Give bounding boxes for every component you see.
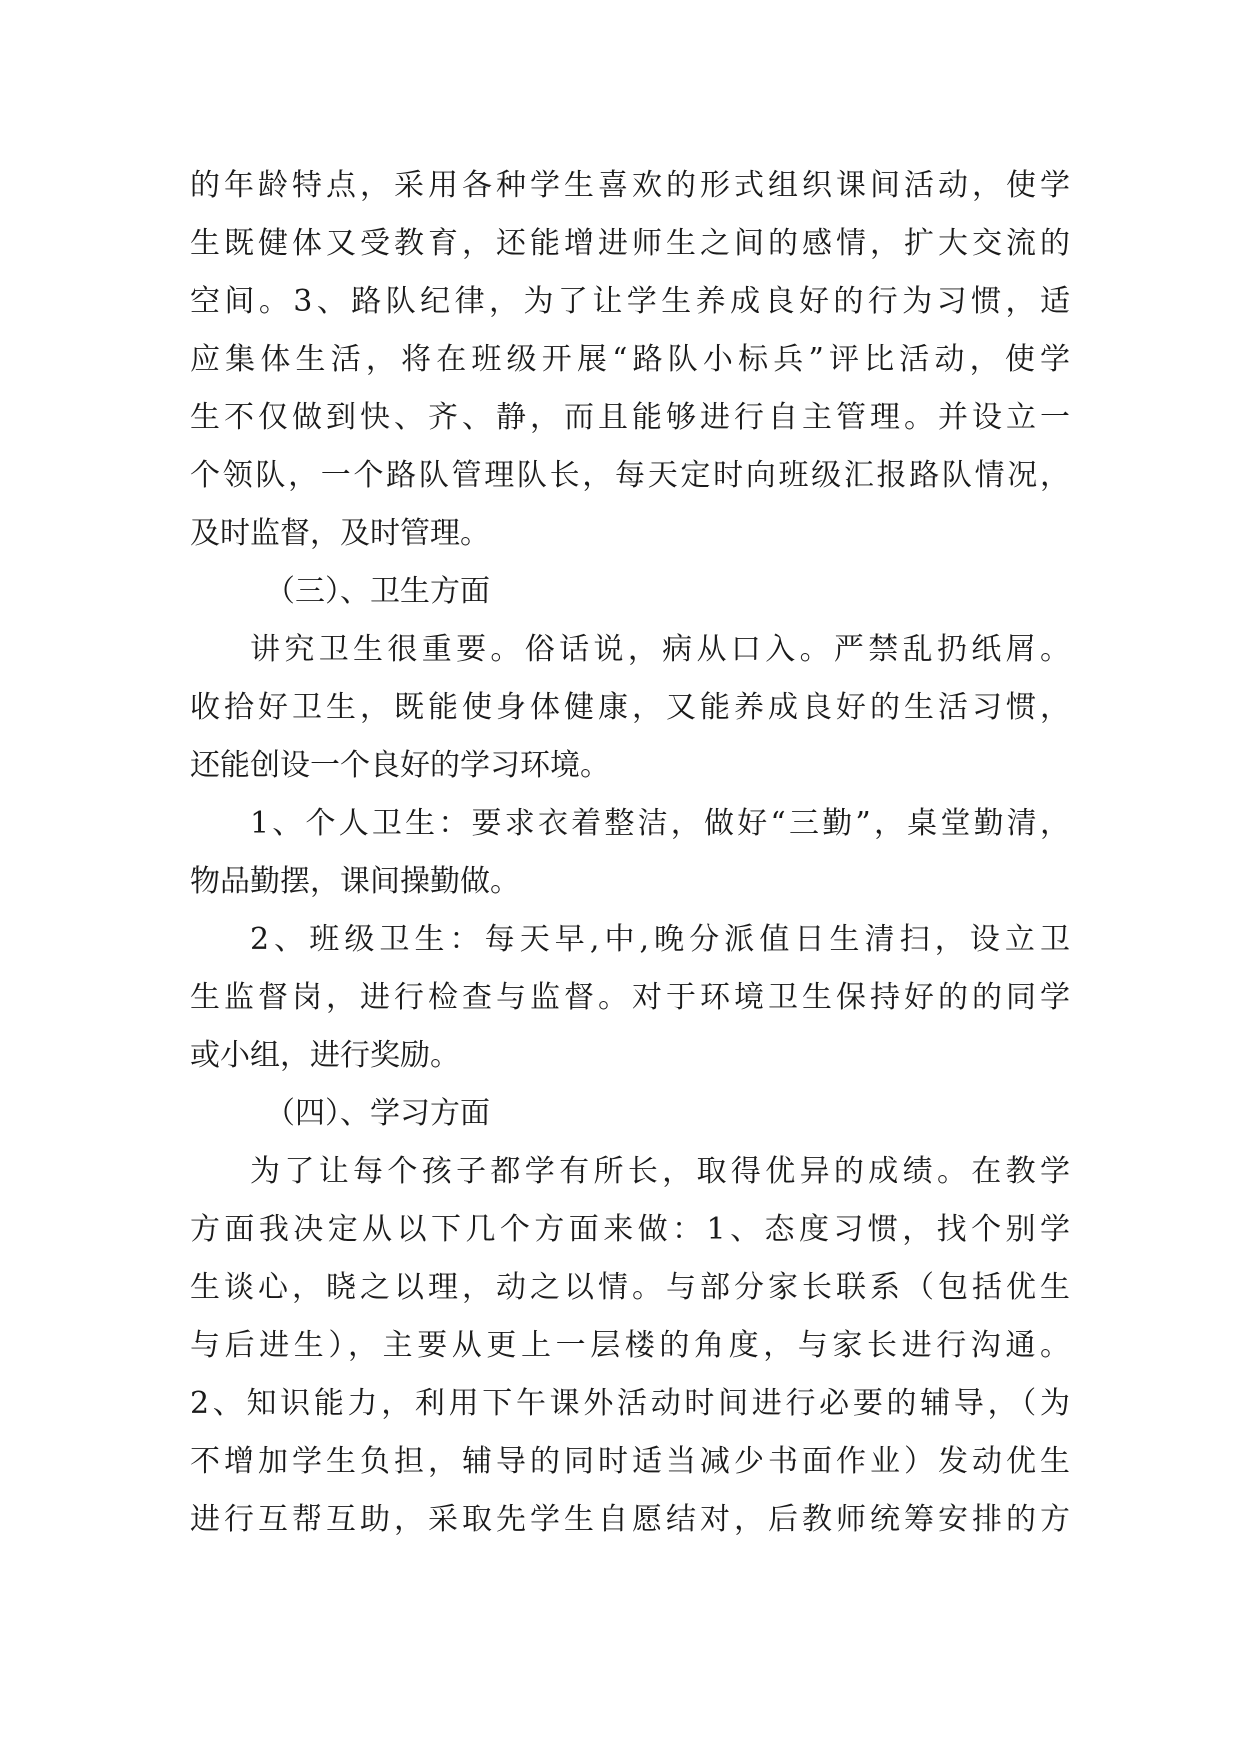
paragraph-first-line: 2、班级卫生：每天早,中,晚分派值日生清扫，设立卫	[250, 922, 1070, 957]
paragraph-first-line: 为了让每个孩子都学有所长，取得优异的成绩。在教学	[250, 1154, 1070, 1189]
body-text-line: 或小组，进行奖励。	[190, 1038, 460, 1073]
body-text-line: 生监督岗，进行检查与监督。对于环境卫生保持好的的同学	[190, 980, 1070, 1015]
body-text-line: 生既健体又受教育，还能增进师生之间的感情，扩大交流的	[190, 226, 1070, 261]
section-heading: （三）、卫生方面	[265, 574, 490, 609]
body-text-line: 生不仅做到快、齐、静，而且能够进行自主管理。并设立一	[190, 400, 1070, 435]
body-text-line: 方面我决定从以下几个方面来做：1、态度习惯，找个别学	[190, 1212, 1070, 1247]
body-text-line: 生谈心，晓之以理，动之以情。与部分家长联系（包括优生	[190, 1270, 1070, 1305]
section-heading: （四）、学习方面	[265, 1096, 490, 1131]
body-text-line: 还能创设一个良好的学习环境。	[190, 748, 610, 783]
body-text-line: 进行互帮互助，采取先学生自愿结对，后教师统筹安排的方	[190, 1502, 1070, 1537]
body-text-line: 的年龄特点，采用各种学生喜欢的形式组织课间活动，使学	[190, 168, 1070, 203]
body-text-line: 应集体生活，将在班级开展“路队小标兵”评比活动，使学	[190, 342, 1070, 377]
paragraph-first-line: 讲究卫生很重要。俗话说，病从口入。严禁乱扔纸屑。	[250, 632, 1070, 667]
body-text-line: 收拾好卫生，既能使身体健康，又能养成良好的生活习惯，	[190, 690, 1070, 725]
body-text-line: 及时监督，及时管理。	[190, 516, 490, 551]
body-text-line: 与后进生），主要从更上一层楼的角度，与家长进行沟通。	[190, 1328, 1070, 1363]
body-text-line: 2、知识能力，利用下午课外活动时间进行必要的辅导，（为	[190, 1386, 1070, 1421]
body-text-line: 物品勤摆，课间操勤做。	[190, 864, 520, 899]
body-text-line: 空间。3、路队纪律，为了让学生养成良好的行为习惯，适	[190, 284, 1070, 319]
body-text-line: 不增加学生负担，辅导的同时适当减少书面作业）发动优生	[190, 1444, 1070, 1479]
body-text-line: 个领队，一个路队管理队长，每天定时向班级汇报路队情况，	[190, 458, 1070, 493]
document-body	[190, 157, 1070, 1549]
paragraph-first-line: 1、个人卫生：要求衣着整洁，做好“三勤”，桌堂勤清，	[250, 806, 1070, 841]
